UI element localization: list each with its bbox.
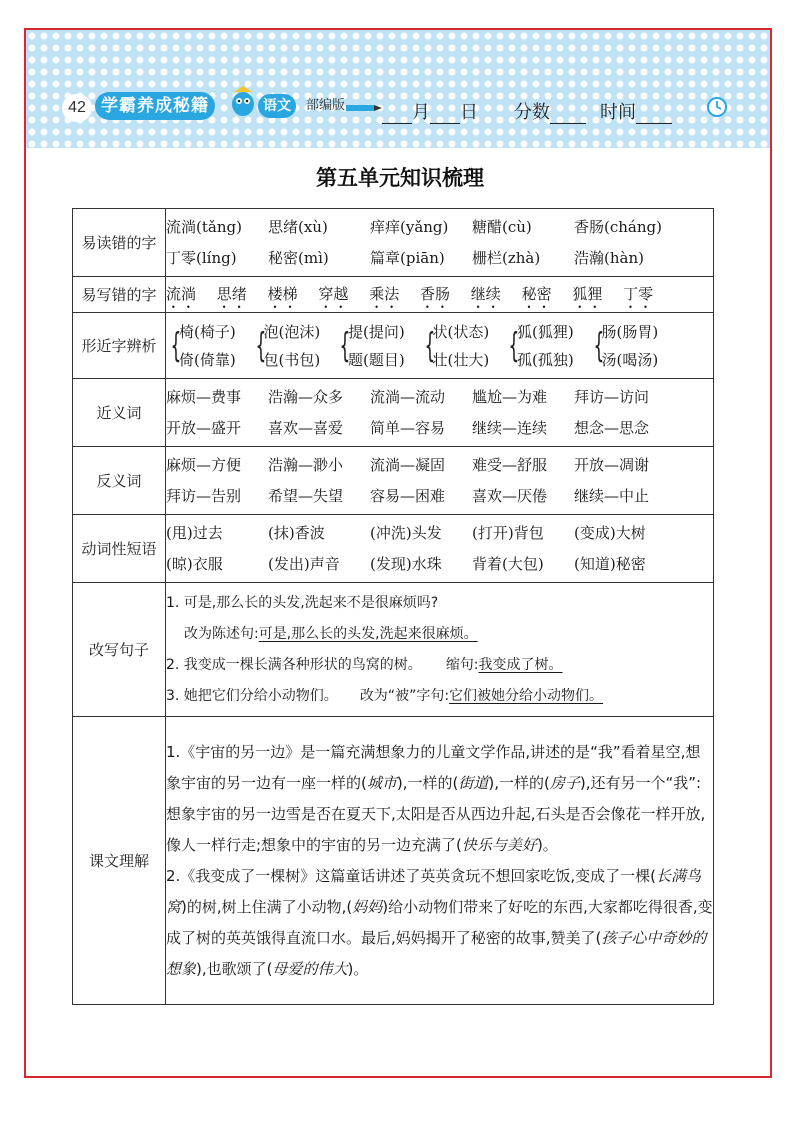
word-pair: 拜访—告别: [166, 486, 242, 505]
comprehension-paragraph-2: [166, 861, 713, 985]
text-segment: ),也歌颂了(: [196, 959, 273, 978]
day-label: 日: [460, 102, 478, 123]
rewrite-answer: 它们被她分给小动物们。: [449, 687, 604, 704]
page-number: 42: [62, 94, 92, 122]
row-antonyms: [73, 447, 714, 515]
score-blank[interactable]: [550, 105, 586, 124]
pinyin-word: 丁零(líng): [166, 248, 237, 267]
verb-phrase: 背着(大包): [472, 554, 544, 573]
row-label: 动词性短语: [73, 515, 166, 583]
char-item: 提(提问): [348, 322, 405, 341]
row-content: [166, 379, 714, 447]
row-easy-read: [73, 209, 714, 277]
row-label: 近义词: [73, 379, 166, 447]
brace-icon: {: [255, 325, 266, 366]
knowledge-table: [72, 208, 714, 1005]
word: 乘法: [369, 285, 400, 303]
pinyin-word: 思绪(xù): [268, 217, 328, 236]
row-content: [166, 717, 714, 1005]
answer-text: 房子: [549, 773, 580, 792]
pinyin-word: 香肠(cháng): [574, 217, 662, 236]
brace-icon: {: [170, 325, 182, 366]
text-segment: ),一样的(: [488, 773, 550, 792]
word: 流淌: [166, 285, 197, 303]
word-pair: 容易—困难: [370, 486, 446, 505]
brace-icon: {: [593, 325, 604, 366]
text-segment: )。: [347, 959, 369, 978]
row-label: 反义词: [73, 447, 166, 515]
pinyin-word: 痒痒(yǎng): [370, 217, 449, 236]
text-segment: )给小动物们带来了好吃的东西,大家都吃得很香,变成了树的英英饿得直流口水。最后,妈妈揭开了秘密的故事,赞美了(: [166, 897, 713, 947]
sentence-line: [166, 650, 713, 681]
verb-phrase: (冲洗)头发: [370, 523, 442, 542]
word-pair: 继续—中止: [574, 486, 650, 505]
word-line: [166, 382, 713, 413]
char-pair: [337, 316, 405, 376]
answer-text: 妈妈: [352, 897, 383, 916]
pinyin-word: 栅栏(zhà): [472, 248, 541, 267]
sentence-question: 1. 可是,那么长的头发,洗起来不是很麻烦吗?: [166, 594, 439, 611]
row-verb-phrases: [73, 515, 714, 583]
verb-phrase: (发现)水珠: [370, 554, 442, 573]
word: 穿越: [318, 285, 349, 303]
row-label: 改写句子: [73, 583, 166, 717]
word-pair: 流淌—流动: [370, 387, 446, 406]
answer-text: 街道: [458, 773, 489, 792]
month-label: 月: [412, 102, 430, 123]
answer-text: 母爱的伟大: [272, 959, 348, 978]
char-pair: [591, 316, 659, 376]
text-segment: ),还有另一个“我”:想象宇宙的另一边雪是否在夏天下,太阳是否从西边升起,石头是否会像花一样开放,像人一样行走;想象中的宇宙的另一边充满了(: [166, 773, 706, 854]
word: 思绪: [216, 285, 247, 303]
pinyin-word: 秘密(mì): [268, 248, 329, 267]
char-pair: [422, 316, 490, 376]
char-item: 包(书包): [263, 350, 321, 369]
word-line: [166, 450, 713, 481]
word-line: [166, 279, 713, 310]
word-pair: 简单—容易: [370, 418, 446, 437]
score-label: 分数: [514, 102, 550, 123]
word-line: [166, 243, 713, 274]
char-item: 倚(倚靠): [179, 350, 236, 369]
row-content: [166, 209, 714, 277]
day-blank[interactable]: [430, 105, 460, 124]
word: 继续: [470, 285, 501, 303]
answer-text: 孩子心中奇妙的想象: [166, 928, 707, 978]
time-blank[interactable]: [636, 105, 672, 124]
word-pair: 开放—盛开: [166, 418, 242, 437]
answer-text: 城市: [366, 773, 397, 792]
char-item: 壮(壮大): [432, 350, 490, 369]
char-item: 狐(狐狸): [517, 322, 574, 341]
rewrite-prefix: 改为“被”字句:: [359, 687, 450, 704]
char-item: 状(状态): [432, 322, 490, 341]
word-pair: 开放—凋谢: [574, 455, 650, 474]
subject-badge: 语文: [258, 94, 296, 118]
month-blank[interactable]: [382, 105, 412, 124]
page-title: 第五单元知识梳理: [316, 165, 484, 190]
pinyin-word: 糖醋(cù): [472, 217, 532, 236]
answer-text: 长满鸟窝: [166, 866, 701, 916]
row-comprehension: [73, 717, 714, 1005]
char-item: 题(题目): [348, 350, 405, 369]
word: 楼梯: [267, 285, 298, 303]
word-line: [166, 518, 713, 549]
word-pair: 尴尬—为难: [472, 387, 548, 406]
char-item: 汤(喝汤): [601, 350, 659, 369]
sentence-question: 2. 我变成一棵长满各种形状的鸟窝的树。: [166, 656, 422, 673]
word-pair: 流淌—凝固: [370, 455, 446, 474]
row-label: 形近字辨析: [73, 313, 166, 379]
verb-phrase: (晾)衣服: [166, 554, 223, 573]
word-pair: 浩瀚—众多: [268, 387, 344, 406]
pinyin-word: 流淌(tǎng): [166, 217, 242, 236]
row-label: 课文理解: [73, 717, 166, 1005]
comprehension-paragraph-1: [166, 737, 713, 861]
pinyin-word: 浩瀚(hàn): [574, 248, 644, 267]
row-content: [166, 583, 714, 717]
date-score-fields: [382, 98, 672, 124]
word-line: [166, 549, 713, 580]
row-easy-write: [73, 277, 714, 313]
verb-phrase: (甩)过去: [166, 523, 223, 542]
text-segment: )的树,树上住满了小动物,(: [181, 897, 353, 916]
row-label: 易读错的字: [73, 209, 166, 277]
word: 秘密: [521, 285, 552, 303]
word: 丁零: [623, 285, 654, 303]
row-synonyms: [73, 379, 714, 447]
char-pair: [168, 316, 236, 376]
answer-text: 快乐与美好: [461, 835, 537, 854]
row-label: 易写错的字: [73, 277, 166, 313]
rewrite-answer: 可是,那么长的头发,洗起来很麻烦。: [258, 625, 478, 642]
verb-phrase: (知道)秘密: [574, 554, 646, 573]
verb-phrase: (打开)背包: [472, 523, 544, 542]
word-line: [166, 413, 713, 444]
word-pair: 麻烦—方便: [166, 455, 242, 474]
word: 狐狸: [572, 285, 603, 303]
text-segment: ),一样的(: [396, 773, 459, 792]
word-pair: 喜欢—喜爱: [268, 418, 344, 437]
sentence-question: 3. 她把它们分给小动物们。: [166, 687, 338, 704]
clock-icon: [706, 96, 728, 118]
text-segment: 1.《宇宙的另一边》是一篇充满想象力的儿童文学作品,讲述的是“我”看着星空,想象宇宙的另一边有一座一样的(: [166, 742, 701, 792]
brace-icon: {: [508, 325, 520, 366]
text-segment: )。: [536, 835, 558, 854]
edition-label: 部编版: [306, 98, 346, 113]
word-pair: 希望—失望: [268, 486, 344, 505]
char-item: 孤(孤独): [517, 350, 574, 369]
word-pair: 浩瀚—渺小: [268, 455, 344, 474]
word-pair: 麻烦—费事: [166, 387, 242, 406]
word-pair: 喜欢—厌倦: [472, 486, 548, 505]
time-label: 时间: [600, 102, 636, 123]
row-content: [166, 515, 714, 583]
word-pair: 难受—舒服: [472, 455, 548, 474]
rewrite-answer: 我变成了树。: [478, 656, 563, 673]
char-item: 肠(肠胃): [601, 322, 659, 341]
row-rewrite: [73, 583, 714, 717]
verb-phrase: (发出)声音: [268, 554, 340, 573]
row-similar-chars: [73, 313, 714, 379]
text-segment: 2.《我变成了一棵树》这篇童话讲述了英英贪玩不想回家吃饭,变成了一棵(: [166, 866, 656, 885]
rewrite-prefix: 缩句:: [445, 656, 479, 673]
pencil-icon: [346, 102, 382, 114]
verb-phrase: (抹)香波: [268, 523, 325, 542]
row-content: [166, 447, 714, 515]
char-item: 泡(泡沫): [263, 322, 321, 341]
verb-phrase: (变成)大树: [574, 523, 646, 542]
rewrite-prefix: 改为陈述句:: [184, 625, 259, 642]
sentence-line: [166, 681, 713, 712]
word-line: [166, 212, 713, 243]
char-pair: [253, 316, 321, 376]
brace-icon: {: [424, 325, 435, 366]
word: 香肠: [419, 285, 450, 303]
char-item: 椅(椅子): [179, 322, 236, 341]
word-pair: 想念—思念: [574, 418, 650, 437]
sentence-answer-line: [166, 619, 713, 650]
brace-icon: {: [339, 325, 351, 366]
series-logo: 学霸养成秘籍: [95, 92, 215, 120]
row-content: [166, 277, 714, 313]
word-line: [166, 481, 713, 512]
pinyin-word: 篇章(piān): [370, 248, 445, 267]
word-pair: 拜访—访问: [574, 387, 650, 406]
word-pair: 继续—连续: [472, 418, 548, 437]
mascot-icon: [228, 84, 258, 118]
char-pair: [506, 316, 574, 376]
row-content: [166, 313, 714, 379]
